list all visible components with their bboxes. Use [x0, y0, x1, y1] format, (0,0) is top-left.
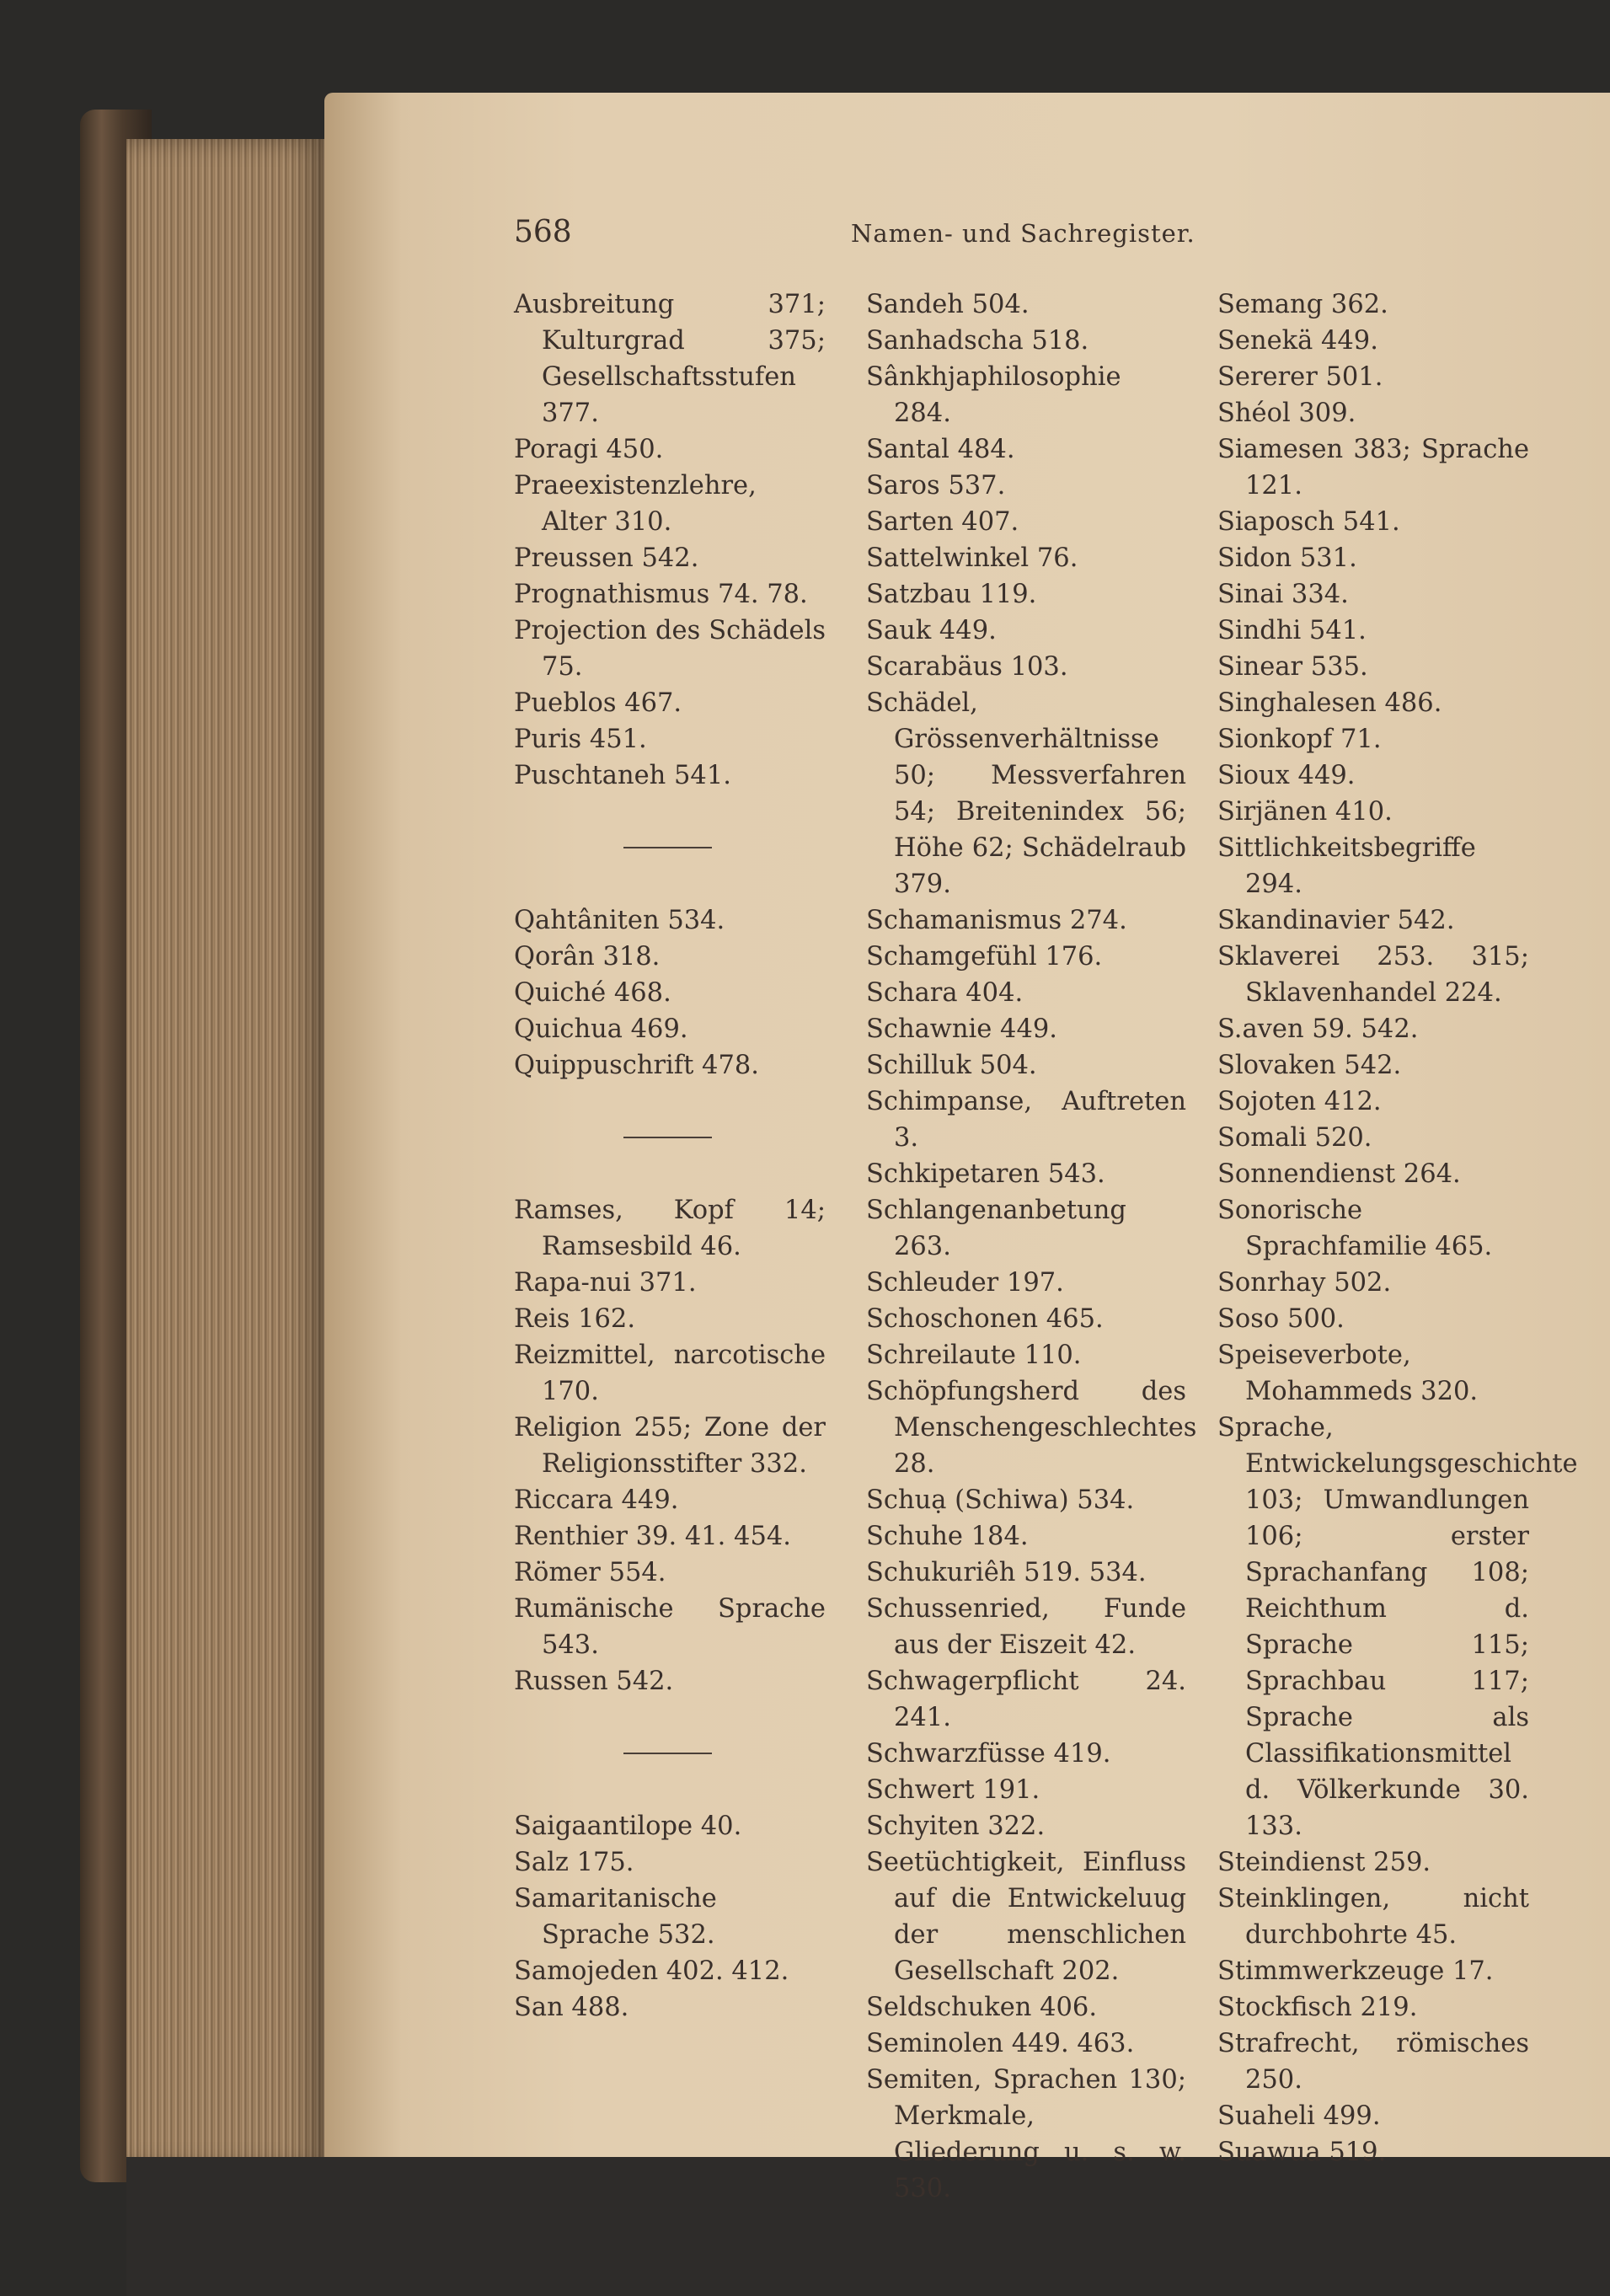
index-entry: Seetüchtigkeit, Einfluss auf die Entwickeluug der menschlichen Gesellschaft 202. [866, 1848, 1186, 1986]
index-entry: Prognathismus 74. 78. [514, 580, 808, 609]
index-entry: Sidon 531. [1217, 543, 1357, 573]
section-divider [514, 1736, 826, 1772]
index-entry: Suaheli 499. [1217, 2101, 1381, 2131]
index-column-1 [514, 286, 826, 2026]
index-entry: Sererer 501. [1217, 362, 1383, 392]
index-entry: Semang 362. [1217, 290, 1388, 319]
index-column-3 [1217, 286, 1578, 2170]
index-entry: Sattelwinkel 76. [866, 543, 1078, 573]
index-entry: Schawnie 449. [866, 1014, 1057, 1044]
index-entry: S.aven 59. 542. [1217, 1014, 1419, 1044]
index-entry: Sirjänen 410. [1217, 797, 1393, 827]
index-entry: Rumänische Sprache 543. [514, 1594, 826, 1660]
page-header [514, 215, 1525, 257]
index-entry: Sinai 334. [1217, 580, 1349, 609]
index-entry: Saros 537. [866, 471, 1006, 500]
index-entry: Ausbreitung 371; Kulturgrad 375; Gesellschaftsstufen 377. [514, 290, 826, 428]
index-entry: Poragi 450. [514, 435, 664, 464]
index-entry: Sinear 535. [1217, 652, 1368, 682]
index-entry: Siaposch 541. [1217, 507, 1400, 537]
index-entry: Sprache, Entwickelungsgeschichte 103; Umwandlungen 106; erster Sprachanfang 108; Reichthum d. Sprache 115; Sprachbau 117; Sprache als Classifikationsmittel d. Völkerkunde 30. 133. [1217, 1413, 1578, 1841]
index-entry: Sonorische Sprachfamilie 465. [1217, 1196, 1493, 1261]
index-entry: Reizmittel, narcotische 170. [514, 1341, 826, 1406]
running-head: Namen- und Sachregister. [851, 219, 1195, 248]
index-entry: San 488. [514, 1993, 629, 2022]
index-entry: Sindhi 541. [1217, 616, 1367, 645]
index-entry: Steindienst 259. [1217, 1848, 1431, 1877]
index-entry: Skandinavier 542. [1217, 906, 1455, 935]
index-entry: Preussen 542. [514, 543, 699, 573]
section-divider [514, 830, 826, 866]
index-entry: Schädel, Grössenverhältnisse 50; Messverfahren 54; Breitenindex 56; Höhe 62; Schädelraub 379. [866, 688, 1186, 899]
index-entry: Riccara 449. [514, 1485, 679, 1515]
index-entry: Saigaantilope 40. [514, 1812, 742, 1841]
index-entry: Schuhe 184. [866, 1522, 1029, 1551]
index-entry: Sauk 449. [866, 616, 997, 645]
index-column-2 [866, 286, 1197, 2207]
index-entry: Santal 484. [866, 435, 1015, 464]
index-entry: Quippuschrift 478. [514, 1051, 759, 1080]
index-entry: Schlangenanbetung 263. [866, 1196, 1126, 1261]
index-entry: Schyiten 322. [866, 1812, 1046, 1841]
index-entry: Seminolen 449. 463. [866, 2029, 1135, 2058]
index-entry: Siamesen 383; Sprache 121. [1217, 435, 1529, 500]
section-divider [514, 1120, 826, 1156]
index-entry: Schoschonen 465. [866, 1304, 1104, 1334]
index-entry: Puschtaneh 541. [514, 761, 731, 790]
index-entry: Religion 255; Zone der Religionsstifter 332. [514, 1413, 826, 1479]
page-edges [126, 139, 329, 2170]
index-entry: Seldschuken 406. [866, 1993, 1098, 2022]
index-entry: Soso 500. [1217, 1304, 1345, 1334]
index-entry: Schwagerpflicht 24. 241. [866, 1667, 1186, 1732]
index-entry: Qorân 318. [514, 942, 661, 971]
index-entry: Singhalesen 486. [1217, 688, 1442, 718]
index-entry: Sioux 449. [1217, 761, 1356, 790]
index-entry: Schamanismus 274. [866, 906, 1127, 935]
index-entry: Schara 404. [866, 978, 1024, 1008]
index-entry: Semiten, Sprachen 130; Merkmale, Gliederung u. s. w. 530. [866, 2065, 1186, 2203]
index-entry: Senekä 449. [1217, 326, 1378, 356]
index-entry: Römer 554. [514, 1558, 666, 1587]
index-entry: Russen 542. [514, 1667, 674, 1696]
index-entry: Schwarzfüsse 419. [866, 1739, 1111, 1769]
index-entry: Sânkhjaphilosophie 284. [866, 362, 1121, 428]
index-entry: Scarabäus 103. [866, 652, 1068, 682]
index-entry: Quiché 468. [514, 978, 671, 1008]
index-entry: Sonrhay 502. [1217, 1268, 1392, 1298]
index-entry: Schuạ (Schiwa) 534. [866, 1485, 1135, 1515]
index-entry: Stimmwerkzeuge 17. [1217, 1956, 1494, 1986]
index-entry: Ramses, Kopf 14; Ramsesbild 46. [514, 1196, 826, 1261]
index-entry: Sonnendienst 264. [1217, 1159, 1461, 1189]
index-entry: Sojoten 412. [1217, 1087, 1382, 1116]
index-entry: Schukuriêh 519. 534. [866, 1558, 1147, 1587]
index-entry: Schwert 191. [866, 1775, 1040, 1805]
index-entry: Sklaverei 253. 315; Sklavenhandel 224. [1217, 942, 1529, 1008]
index-entry: Schussenried, Funde aus der Eiszeit 42. [866, 1594, 1186, 1660]
index-entry: Slovaken 542. [1217, 1051, 1402, 1080]
index-entry: Stockfisch 219. [1217, 1993, 1418, 2022]
page-number: 568 [514, 215, 572, 249]
index-entry: Schleuder 197. [866, 1268, 1064, 1298]
index-entry: Samaritanische Sprache 532. [514, 1884, 717, 1950]
index-entry: Satzbau 119. [866, 580, 1037, 609]
index-entry: Schreilaute 110. [866, 1341, 1082, 1370]
index-entry: Shéol 309. [1217, 399, 1356, 428]
index-entry: Schkipetaren 543. [866, 1159, 1105, 1189]
index-entry: Reis 162. [514, 1304, 636, 1334]
index-entry: Somali 520. [1217, 1123, 1372, 1153]
index-entry: Strafrecht, römisches 250. [1217, 2029, 1529, 2095]
index-entry: Samojeden 402. 412. [514, 1956, 789, 1986]
index-entry: Sittlichkeitsbegriffe 294. [1217, 833, 1476, 899]
index-entry: Speiseverbote, Mohammeds 320. [1217, 1341, 1479, 1406]
index-entry: Salz 175. [514, 1848, 634, 1877]
index-entry: Pueblos 467. [514, 688, 682, 718]
index-entry: Schimpanse, Auftreten 3. [866, 1087, 1186, 1153]
index-entry: Rapa-nui 371. [514, 1268, 697, 1298]
index-entry: Puris 451. [514, 725, 647, 754]
index-entry: Renthier 39. 41. 454. [514, 1522, 791, 1551]
index-entry: Steinklingen, nicht durchbohrte 45. [1217, 1884, 1529, 1950]
index-entry: Qahtâniten 534. [514, 906, 725, 935]
index-entry: Sanhadscha 518. [866, 326, 1089, 356]
index-entry: Schamgefühl 176. [866, 942, 1103, 971]
index-entry: Schöpfungsherd des Menschengeschlechtes 28. [866, 1377, 1197, 1479]
index-entry: Sarten 407. [866, 507, 1019, 537]
index-entry: Quichua 469. [514, 1014, 688, 1044]
index-entry: Suawua 519. [1217, 2138, 1387, 2167]
index-entry: Schilluk 504. [866, 1051, 1037, 1080]
index-entry: Sandeh 504. [866, 290, 1030, 319]
index-entry: Praeexistenzlehre, Alter 310. [514, 471, 757, 537]
index-entry: Sionkopf 71. [1217, 725, 1382, 754]
index-entry: Projection des Schädels 75. [514, 616, 826, 682]
